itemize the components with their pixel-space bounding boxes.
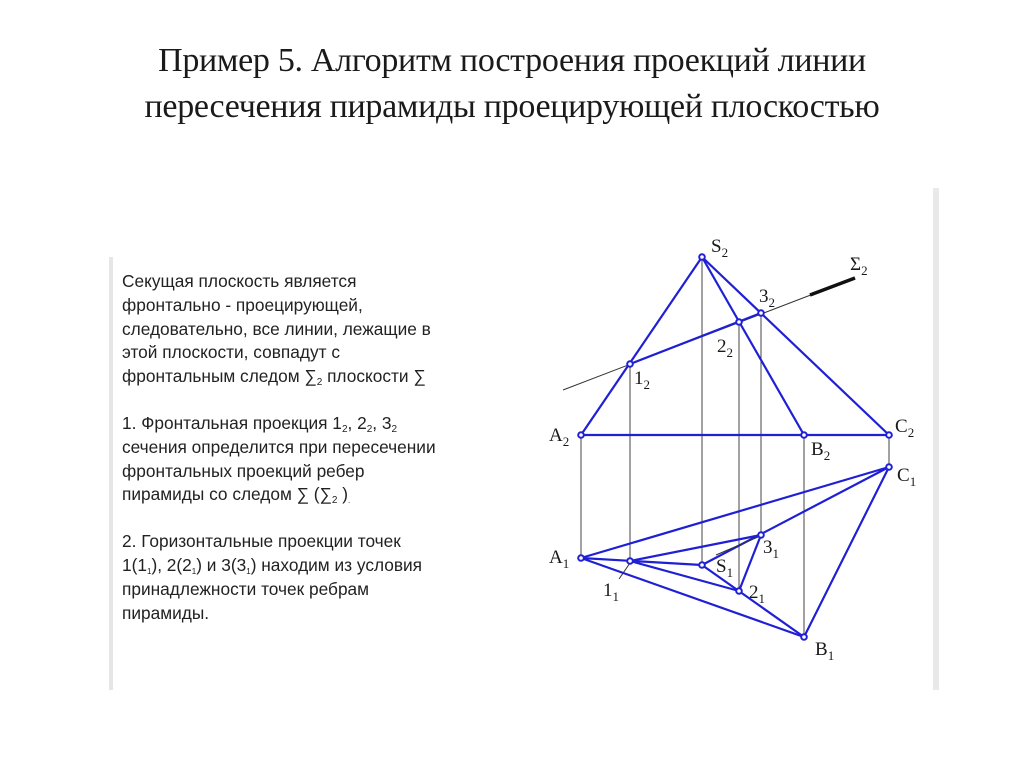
text-fragment: 1. Фронтальная проекция 1 [122,412,342,433]
subscript: 1 [246,566,251,576]
label-A1: $A_1$ [549,547,570,571]
horizontal-projection [581,467,889,637]
subscript: 2 [391,423,398,435]
label-S1: $S_1$ [716,556,734,580]
text-line: фронтально - проецирующей, [122,294,363,315]
label-3-2: $3_2$ [759,286,775,310]
text-fragment: фронтальным следом ∑ [122,366,317,387]
text-line: сечения определится при пересечении [122,436,436,457]
text-fragment: ) [337,484,348,505]
text-line: принадлежности точек ребрам [122,578,370,599]
subscript: 1 [191,566,197,576]
label-C1: $C_1$ [897,465,917,489]
title-line-2: пересечения пирамиды проецирующей плоскостью [144,88,880,125]
label-1-1: $1_1$ [603,580,619,604]
subscript: 2 [316,377,323,389]
subscript: 1 [146,566,152,576]
label-1-2: $1_2$ [634,368,650,392]
text-line: Секущая плоскость является [122,271,357,291]
subscript: 2 [366,423,373,435]
label-3-1: $3_1$ [763,537,779,561]
point-labels [549,236,916,663]
subscript: 2 [341,423,348,435]
text-line: этой плоскости, совпадут с [122,342,340,363]
label-C2: $C_2$ [895,416,915,440]
text-fragment: плоскости ∑ [322,366,426,387]
title-line-1: Пример 5. Алгоритм построения проекций линии [158,42,866,79]
subscript: . [347,496,351,506]
label-B1: $B_1$ [815,639,835,663]
text-fragment: , 3 [372,412,392,433]
text-fragment: ), 2(2 [151,554,192,575]
text-fragment: ) находим из условия [250,554,423,575]
text-line: следовательно, все линии, лежащие в [122,318,431,339]
label-sigma2: $\Sigma_2$ [850,254,868,278]
text-fragment: пирамиды со следом ∑ (∑ [122,484,332,505]
label-S2: $S_2$ [711,236,729,260]
label-B2: $B_2$ [811,439,831,463]
text-fragment: , 2 [347,412,367,433]
text-line: пирамиды. [122,602,210,623]
text-line: фронтальных проекций ребер [122,460,365,481]
vertex-points [578,254,892,640]
label-A2: $A_2$ [549,425,570,449]
text-fragment: ) и 3(3 [196,554,247,575]
text-fragment: 1(1 [122,554,147,575]
label-2-2: $2_2$ [717,336,733,360]
text-line: 2. Горизонтальные проекции точек [122,531,401,552]
label-2-1: $2_1$ [749,582,765,606]
subscript: 2 [331,495,338,507]
